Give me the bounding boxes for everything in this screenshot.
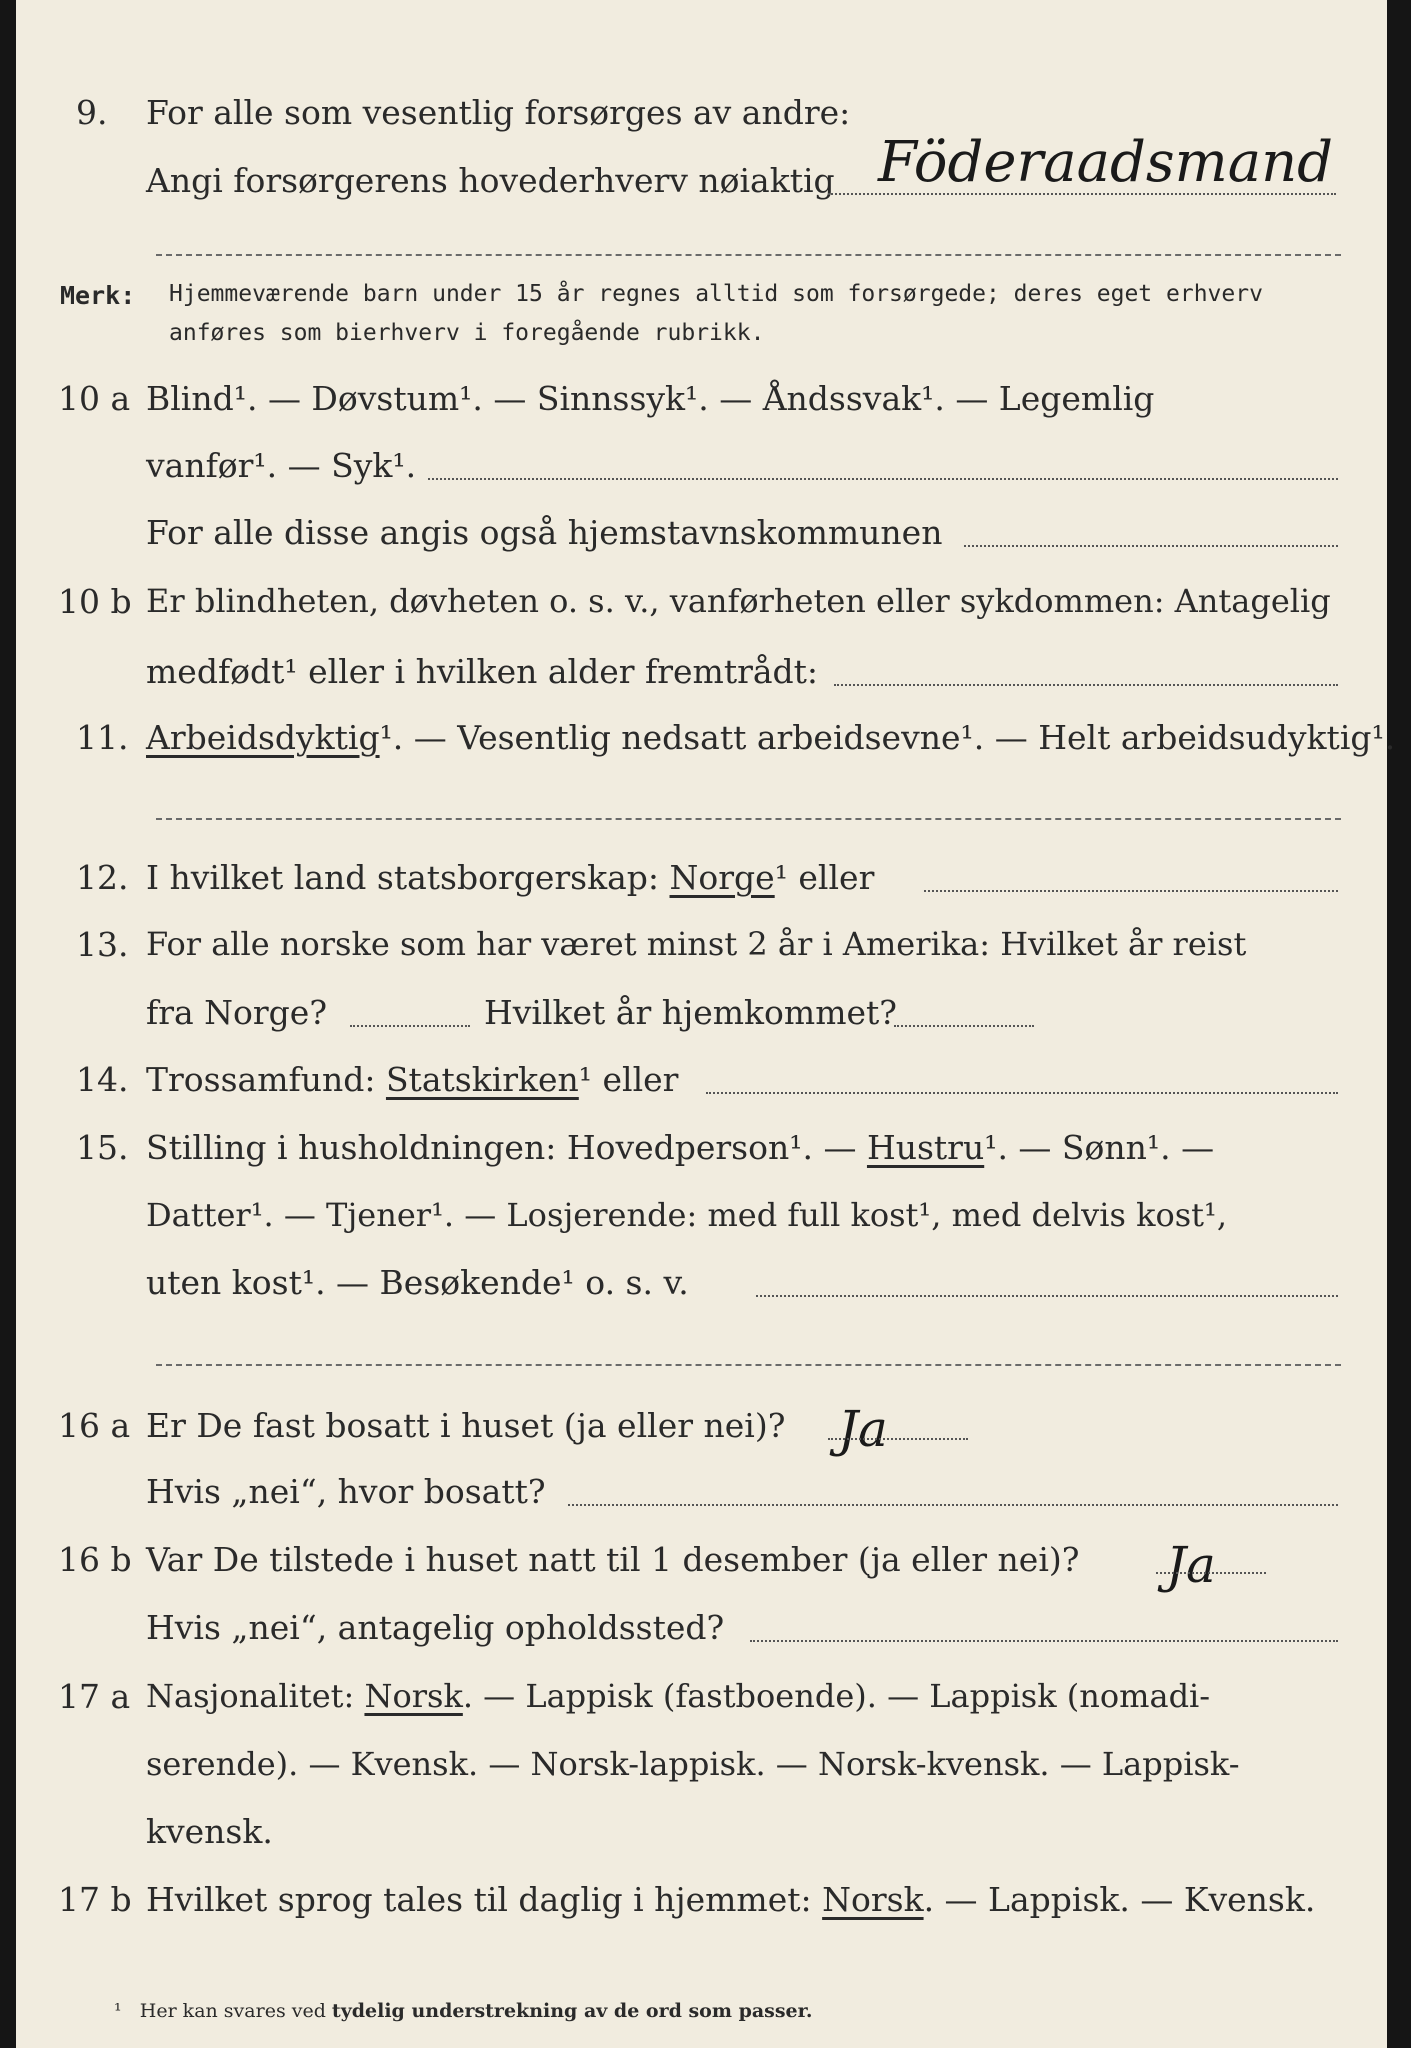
q9-text-line1: For alle som vesentlig forsørges av andre: <box>146 93 851 132</box>
q10b-text-line1: Er blindheten, døvheten o. s. v., vanførheten eller sykdommen: Antagelig <box>146 582 1331 620</box>
q10a-number: 10 a <box>58 379 131 418</box>
q9-handwritten-answer: Föderaadsmand <box>878 130 1334 195</box>
q14-text-post: ¹ eller <box>578 1060 679 1099</box>
q16b-location-line <box>750 1640 1338 1642</box>
footnote-mark: ¹ <box>114 2000 122 2022</box>
q9-number: 9. <box>76 93 108 132</box>
q10a-text-line3: For alle disse angis også hjemstavnskommunen <box>146 513 943 552</box>
q11-text <box>146 718 1396 757</box>
q9-blank-line <box>156 254 1341 256</box>
q9-text-line2: Angi forsørgerens hovederhverv nøiaktig <box>146 161 835 200</box>
q17a-text-line3: kvensk. <box>146 1812 273 1851</box>
merk-label: Merk: <box>60 281 136 310</box>
q12-text-pre: I hvilket land statsborgerskap: <box>146 858 660 897</box>
q15-text-line1a: Stilling i husholdningen: Hovedperson¹. — <box>146 1128 857 1167</box>
q12-text-post: ¹ eller <box>774 858 875 897</box>
q17a-text-line1 <box>146 1677 1211 1715</box>
q17a-text-pre: Nasjonalitet: <box>146 1677 355 1715</box>
q12-underlined-choice: Norge <box>669 858 775 897</box>
merk-text-line2: anføres som bierhverv i foregående rubrikk. <box>169 320 765 346</box>
q10a-text-line1: Blind¹. — Døvstum¹. — Sinnssyk¹. — Åndssvak¹. — Legemlig <box>146 379 1155 418</box>
q17a-text-line2: serende). — Kvensk. — Norsk-lappisk. — Norsk-kvensk. — Lappisk- <box>146 1745 1240 1783</box>
q13-text-line2b: Hvilket år hjemkommet? <box>484 993 897 1032</box>
q13-year-returned-line <box>894 1025 1034 1027</box>
q15-blank-line <box>156 1364 1341 1366</box>
q11-number: 11. <box>76 718 129 757</box>
q17b-number: 17 b <box>58 1880 132 1919</box>
q13-text-line1: For alle norske som har været minst 2 år i Amerika: Hvilket år reist <box>146 925 1247 963</box>
q16b-text-line1: Var De tilstede i huset natt til 1 desember (ja eller nei)? <box>146 1540 1080 1579</box>
footnote-bold-text: tydelig understrekning av de ord som passer. <box>331 2000 813 2022</box>
q17a-underlined-choice: Norsk <box>364 1677 463 1715</box>
q15-number: 15. <box>76 1128 129 1167</box>
q10a-text-line2: vanfør¹. — Syk¹. <box>146 446 417 485</box>
q16a-handwritten-answer: Ja <box>838 1400 888 1458</box>
footnote-text: Her kan svares ved <box>139 2000 326 2022</box>
q11-text-rest: ¹. — Vesentlig nedsatt arbeidsevne¹. — Helt arbeidsudyktig¹. <box>379 718 1396 757</box>
q15-text-line3: uten kost¹. — Besøkende¹ o. s. v. <box>146 1263 689 1302</box>
q14-number: 14. <box>76 1060 129 1099</box>
q16a-text-line1: Er De fast bosatt i huset (ja eller nei)? <box>146 1406 786 1445</box>
q17b-text-pre: Hvilket sprog tales til daglig i hjemmet: <box>146 1880 812 1919</box>
q15-text-line1 <box>146 1128 1215 1167</box>
q11-blank-line <box>156 818 1341 820</box>
q13-text-line2a: fra Norge? <box>146 993 328 1032</box>
q16a-number: 16 a <box>58 1406 131 1445</box>
q14-text-pre: Trossamfund: <box>146 1060 376 1099</box>
q17b-text <box>146 1880 1316 1919</box>
q13-year-left-line <box>350 1025 470 1027</box>
q10a-answer-line1 <box>428 478 1338 480</box>
q14-underlined-choice: Statskirken <box>385 1060 579 1099</box>
footnote <box>114 2002 813 2021</box>
q16a-answer-line <box>828 1438 968 1440</box>
q12-number: 12. <box>76 858 129 897</box>
census-form-page <box>16 0 1396 2048</box>
q17a-text-line1rest: . — Lappisk (fastboende). — Lappisk (nomadi- <box>462 1677 1211 1715</box>
q14-answer-line <box>706 1092 1338 1094</box>
q15-text-line1b: ¹. — Sønn¹. — <box>984 1128 1215 1167</box>
q16a-text-line2: Hvis „nei“, hvor bosatt? <box>146 1472 546 1511</box>
q17a-number: 17 a <box>58 1677 131 1716</box>
q10b-text-line2: medfødt¹ eller i hvilken alder fremtrådt: <box>146 652 819 691</box>
q16b-handwritten-answer: Ja <box>1166 1536 1216 1594</box>
q15-underlined-choice: Hustru <box>866 1128 985 1167</box>
q14-text <box>146 1060 679 1099</box>
q16a-residence-line <box>568 1504 1338 1506</box>
q16b-text-line2: Hvis „nei“, antagelig opholdssted? <box>146 1608 725 1647</box>
q12-answer-line <box>924 890 1338 892</box>
merk-text-line1: Hjemmeværende barn under 15 år regnes alltid som forsørgede; deres eget erhverv <box>169 281 1263 307</box>
q15-text-line2: Datter¹. — Tjener¹. — Losjerende: med full kost¹, med delvis kost¹, <box>146 1196 1228 1234</box>
q13-number: 13. <box>76 925 129 964</box>
q10b-number: 10 b <box>58 582 132 621</box>
q17b-underlined-choice: Norsk <box>822 1880 924 1919</box>
q15-answer-line <box>756 1295 1338 1297</box>
q10a-answer-line2 <box>964 545 1338 547</box>
q11-underlined-choice: Arbeidsdyktig <box>146 718 380 757</box>
q10b-answer-line <box>834 684 1338 686</box>
q12-text <box>146 858 875 897</box>
q16b-number: 16 b <box>58 1540 132 1579</box>
q17b-text-post: . — Lappisk. — Kvensk. <box>923 1880 1316 1919</box>
q16b-answer-line <box>1156 1572 1266 1574</box>
